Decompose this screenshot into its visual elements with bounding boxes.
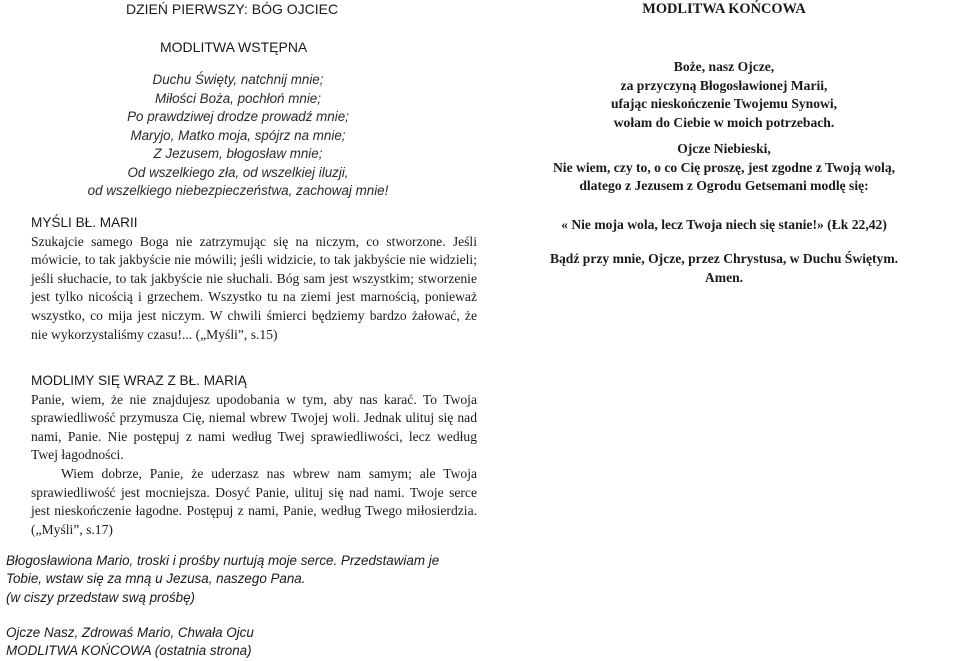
thoughts-section [31, 214, 477, 344]
closing-prayer-block [488, 140, 960, 196]
day-title: DZIEŃ PIERWSZY: BÓG OJCIEC [126, 1, 339, 17]
prayer-line: ufając nieskończenie Twojemu Synowi, [610, 96, 838, 112]
thoughts-title: MYŚLI BŁ. MARII [31, 215, 138, 230]
prayer-line: Boże, nasz Ojcze, [673, 59, 775, 74]
prayer-title: MODLIMY SIĘ WRAZ Z BŁ. MARIĄ [31, 373, 247, 388]
poem-line: od wszelkiego niebezpieczeństwa, zachowaj mnie! [87, 183, 389, 198]
opening-poem [0, 71, 476, 201]
prayer-line: za przyczyną Błogosławionej Marii, [620, 77, 828, 93]
prayer-line: Bądź przy mnie, Ojcze, przez Chrystusa, w Duchu Świętym. [549, 251, 899, 266]
poem-line: Od wszelkiego zła, od wszelkiej iluzji, [127, 164, 349, 180]
closing-prayer-block [488, 58, 960, 132]
closing-prayer-block [488, 250, 960, 287]
poem-line: Po prawdziwej drodze prowadź mnie; [127, 109, 349, 124]
intercession-line: Tobie, wstaw się za mną u Jezusa, naszego Pana. [6, 571, 306, 587]
poem-line: Miłości Boża, pochłoń mnie; [155, 90, 321, 106]
thoughts-text: Szukajcie samego Boga nie zatrzymując się na niczym, co stworzone. Jeśli mówicie, to tak jakbyście nie mówili; jeśli widzicie, to tak jakbyście nie widzieli; jeśli słuchacie, to tak jakbyście nie słuchali. Bóg sam jest wszystkim; stworzenie jest tylko nicością i grzechem. Wszystko tu na ziemi jest marnością, ponieważ wszystko, co mija jest niczym. W chwili śmierci będziemy bardzo żałować, że nie wykorzystaliśmy czasu!... („Myśli”, s.15) [31, 233, 477, 342]
prayer-section [31, 372, 477, 539]
poem-line: Duchu Święty, natchnij mnie; [152, 72, 324, 87]
prayer-paragraph: Panie, wiem, że nie znajdujesz upodobania w tym, aby nas karać. To Twoja sprawiedliwość przymusza Cię, niemal wbrew Twojej woli. Jednak ulituj się nad nami, Panie. Nie postępuj z nami według Twej sprawiedliwości, lecz według Twej łagodności. [31, 391, 477, 463]
prayer-line: wołam do Ciebie w moich potrzebach. [613, 114, 835, 130]
mary-intercession [6, 552, 482, 607]
poem-line: Maryjo, Matko moja, spójrz na mnie; [130, 127, 346, 143]
closing-instructions [6, 624, 482, 661]
intercession-line: (w ciszy przedstaw swą prośbę) [6, 589, 196, 605]
intercession-line: Błogosławiona Mario, troski i prośby nurtują moje serce. Przedstawiam je [6, 553, 440, 568]
closing-line: Ojcze Nasz, Zdrowaś Mario, Chwała Ojcu [6, 625, 254, 640]
prayer-line: Ojcze Niebieski, [677, 141, 771, 156]
closing-line: MODLITWA KOŃCOWA (ostatnia strona) [6, 643, 252, 659]
poem-line: Z Jezusem, błogosław mnie; [153, 146, 323, 161]
prayer-line: dlatego z Jezusem z Ogrodu Getsemani modlę się: [579, 178, 869, 194]
closing-prayer-title: MODLITWA KOŃCOWA [642, 1, 806, 17]
opening-prayer-title: MODLITWA WSTĘPNA [160, 39, 308, 55]
prayer-line: Nie wiem, czy to, o co Cię proszę, jest zgodne z Twoją wolą, [552, 159, 896, 175]
prayer-paragraph: Wiem dobrze, Panie, że uderzasz nas wbrew nam samym; ale Twoja sprawiedliwość jest mocniejsza. Dosyć Panie, ulituj się nad nami. Twoje serce jest nieskończenie łagodne. Postępuj z nami, Panie, według Twego miłosierdzia. („Myśli”, s.17) [31, 465, 477, 537]
quote-line: « Nie moja wola, lecz Twoja niech się stanie!» (Łk 22,42) [561, 217, 887, 232]
prayer-line: Amen. [704, 269, 744, 285]
scripture-quote [488, 216, 960, 235]
